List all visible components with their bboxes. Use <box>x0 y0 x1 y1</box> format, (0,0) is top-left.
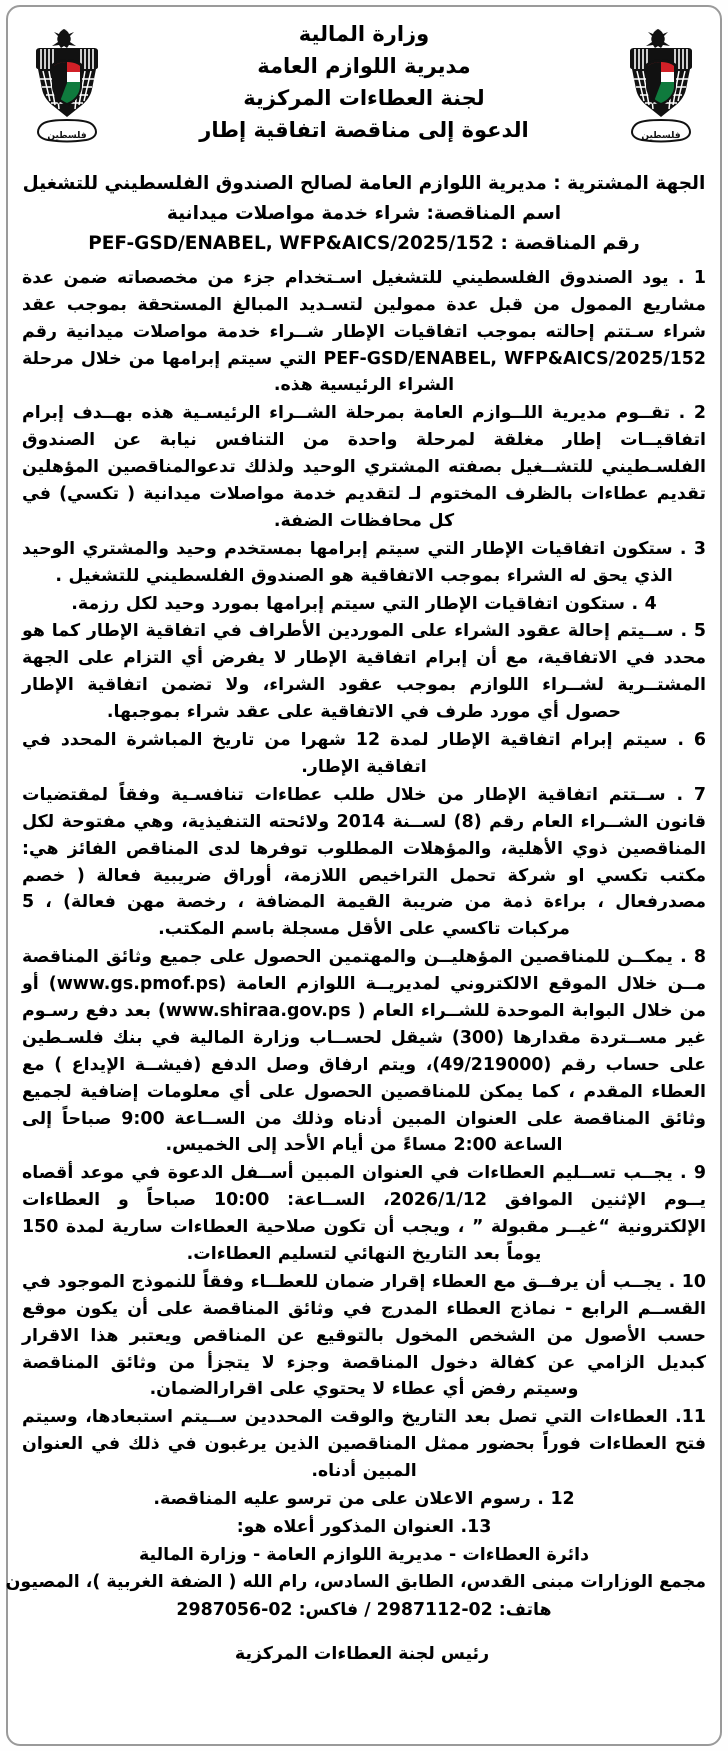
document-header <box>22 17 706 165</box>
svg-text:فلسطين: فلسطين <box>47 131 87 141</box>
palestine-coat-of-arms-icon-right <box>624 25 698 159</box>
clause-1: 1 . يود الصندوق الفلسطيني للتشغيل اسـتخدام جزء من مخصصاته ضمن عدة مشاريع الممول من قبل عدة ممولين لتسـديد المبالغ المستحقة بموجب عقد شراء سـتتم إحالته بموجب اتفاقيات الإطار شــراء خدمة مواصلات ميدانية رقم PEF-GSD/ENABEL, WFP&AICS/2025/152 التي سيتم إبرامها من خلال مرحلة الشراء الرئيسية هذه. <box>22 267 706 396</box>
clause-7: 7 . ســتتم اتفاقية الإطار من خلال طلب عطاءات تنافسـية وفقاً لمقتضيات قانون الشــراء العام رقم (8) لســنة 2014 ولائحته التنفيذية، وهي مفتوحة لكل المناقصين ذوي الأهلية، والمؤهلات المطلوب توفرها لدى المناقص الفائز هي: مكتب تكسي او شركة تحمل التراخيص اللازمة، أوراق ضريبية فعالة ( خصم مصدرفعال ، براءة ذمة من ضريبة القيمة المضافة ، رخصة مهن فعالة) ، 5 مركبات تاكسي على الأقل مسجلة باسم المكتب. <box>22 784 706 940</box>
page-content <box>5 17 707 1736</box>
clause-8: 8 . يمكــن للمناقصين المؤهليــن والمهتمين الحصول على جميع وثائق المناقصة مــن خلال الموقع الالكتروني لمديريــة اللوازم العامة (www.gs.pmof.ps) أو من خلال البوابة الموحدة للشــراء العام ( www.shiraa.gov.ps) بعد دفع رسـوم غير مســتردة مقدارها (300) شيقل لحســاب وزارة المالية في بنك فلسـطين على حساب رقم (49/219000)، ويتم ارفاق وصل الدفع (فيشــة الإيداع ) مع العطاء المقدم ، كما يمكن للمناقصين الحصول على أي معلومات إضافية لجميع وثائق المناقصة على العنوان المبين أدناه وذلك من الســاعة 9:00 صباحاً إلى الساعة 2:00 مساءً من أيام الأحد إلى الخميس. <box>22 947 707 1156</box>
address-department: دائرة العطاءات - مديرية اللوازم العامة - وزارة المالية <box>139 1544 589 1565</box>
document-title-block <box>118 19 610 147</box>
clause-6: 6 . سيتم إبرام اتفاقية الإطار لمدة 12 شهرا من تاريخ المباشرة المحدد في اتفاقية الإطار. <box>22 730 707 777</box>
svg-text:فلسطين: فلسطين <box>641 131 681 141</box>
clauses-list <box>22 265 706 1541</box>
tender-number-value: PEF-GSD/ENABEL, WFP&AICS/2025/152 <box>88 232 495 254</box>
title-ministry: وزارة المالية <box>298 22 430 46</box>
buyer-line: الجهة المشترية : مديرية اللوازم العامة لصالح الصندوق الفلسطيني للتشغيل <box>22 173 706 194</box>
tender-number-line <box>22 229 706 259</box>
clause-13: 13. العنوان المذكور أعلاه هو: <box>236 1516 492 1537</box>
title-committee: لجنة العطاءات المركزية <box>243 85 485 110</box>
clause-2: 2 . تقــوم مديرية اللــوازم العامة بمرحلة الشــراء الرئيسـية هذه بهــدف إبرام اتفاقيــات إطار مغلقة لمرحلة واحدة من التنافس نيابة عن الصندوق الفلسـطيني للتشــغيل بصفته المشتري الوحيد ولذلك تدعوالمناقصين المؤهلين تقديم عطاءات بالظرف المختوم لـ لتقديم خدمة مواصلات ميدانية ( تكسي) في كل محافظات الضفة. <box>22 403 706 531</box>
clause-10: 10 . يجــب أن يرفــق مع العطاء إقرار ضمان للعطــاء وفقاً للنموذج الموجود في القســم الرابع - نماذج العطاء المدرج في وثائق المناقصة على أن يكون موقع حسب الأصول من الشخص المخول بالتوقيع عن المناقص ويعتبر هذا الاقرار كبديل الزامي عن كفالة دخول المناقصة وجزء لا يتجزأ من وثائق المناقصة وسيتم رفض أي عطاء لا يحتوي على اقرارالضمان. <box>22 1271 706 1400</box>
title-directorate: مديرية اللوازم العامة <box>257 53 471 78</box>
address-block <box>5 1542 706 1625</box>
address-location: مجمع الوزارات مبنى القدس، الطابق السادس، رام الله ( الضفة الغربية )، المصيون <box>5 1572 706 1593</box>
tender-meta-block <box>22 169 706 259</box>
clause-12: 12 . رسوم الاعلان على من ترسو عليه المناقصة. <box>153 1488 575 1509</box>
palestine-coat-of-arms-icon-left <box>30 25 104 159</box>
tender-number-label: رقم المناقصة : <box>500 232 640 254</box>
clause-5: 5 . ســيتم إحالة عقود الشراء على الموردين الأطراف في اتفاقية الإطار كما هو محدد في الاتفاقية، مع أن إبرام اتفاقية الإطار لا يفرض أي التزام على الجهة المشتــرية لشــراء اللوازم بموجب عقود الشراء، ولا تضمن اتفاقية الإطار حصول أي مورد طرف في الاتفاقية على عقد شراء بموجبها. <box>22 621 706 723</box>
clause-9: 9 . يجــب تســليم العطاءات في العنوان المبين أســفل الدعوة في موعد أقصاه يــوم الإثنين الموافق 2026/1/12، الســاعة: 10:00 صباحاً و العطاءات الإلكترونية “غيــر مقبولة ” ، ويجب أن تكون صلاحية العطاءات سارية لمدة 150 يوماً بعد التاريخ النهائي لتسليم العطاءات. <box>22 1163 707 1264</box>
clause-3: 3 . ستكون اتفاقيات الإطار التي سيتم إبرامها بمستخدم وحيد والمشتري الوحيد الذي يحق له الشراء بموجب الاتفاقية هو الصندوق الفلسطيني للتشغيل . <box>22 538 706 586</box>
title-invitation: الدعوة إلى مناقصة اتفاقية إطار <box>199 117 529 142</box>
page-border-frame <box>6 5 722 1746</box>
address-contact: هاتف: 02-2987112 / فاكس: 02-2987056 <box>176 1599 552 1620</box>
clause-11: 11. العطاءات التي تصل بعد التاريخ والوقت المحددين ســيتم استبعادها، وسيتم فتح العطاءات فوراً بحضور ممثل المناقصين الذين يرغبون في ذلك في العنوان المبين أدناه. <box>22 1407 706 1482</box>
signature-line: رئيس لجنة العطاءات المركزية <box>234 1644 490 1665</box>
clause-4: 4 . ستكون اتفاقيات الإطار التي سيتم إبرامها بمورد وحيد لكل رزمة. <box>71 593 657 614</box>
tender-name-line: اسم المناقصة: شراء خدمة مواصلات ميدانية <box>166 202 562 224</box>
